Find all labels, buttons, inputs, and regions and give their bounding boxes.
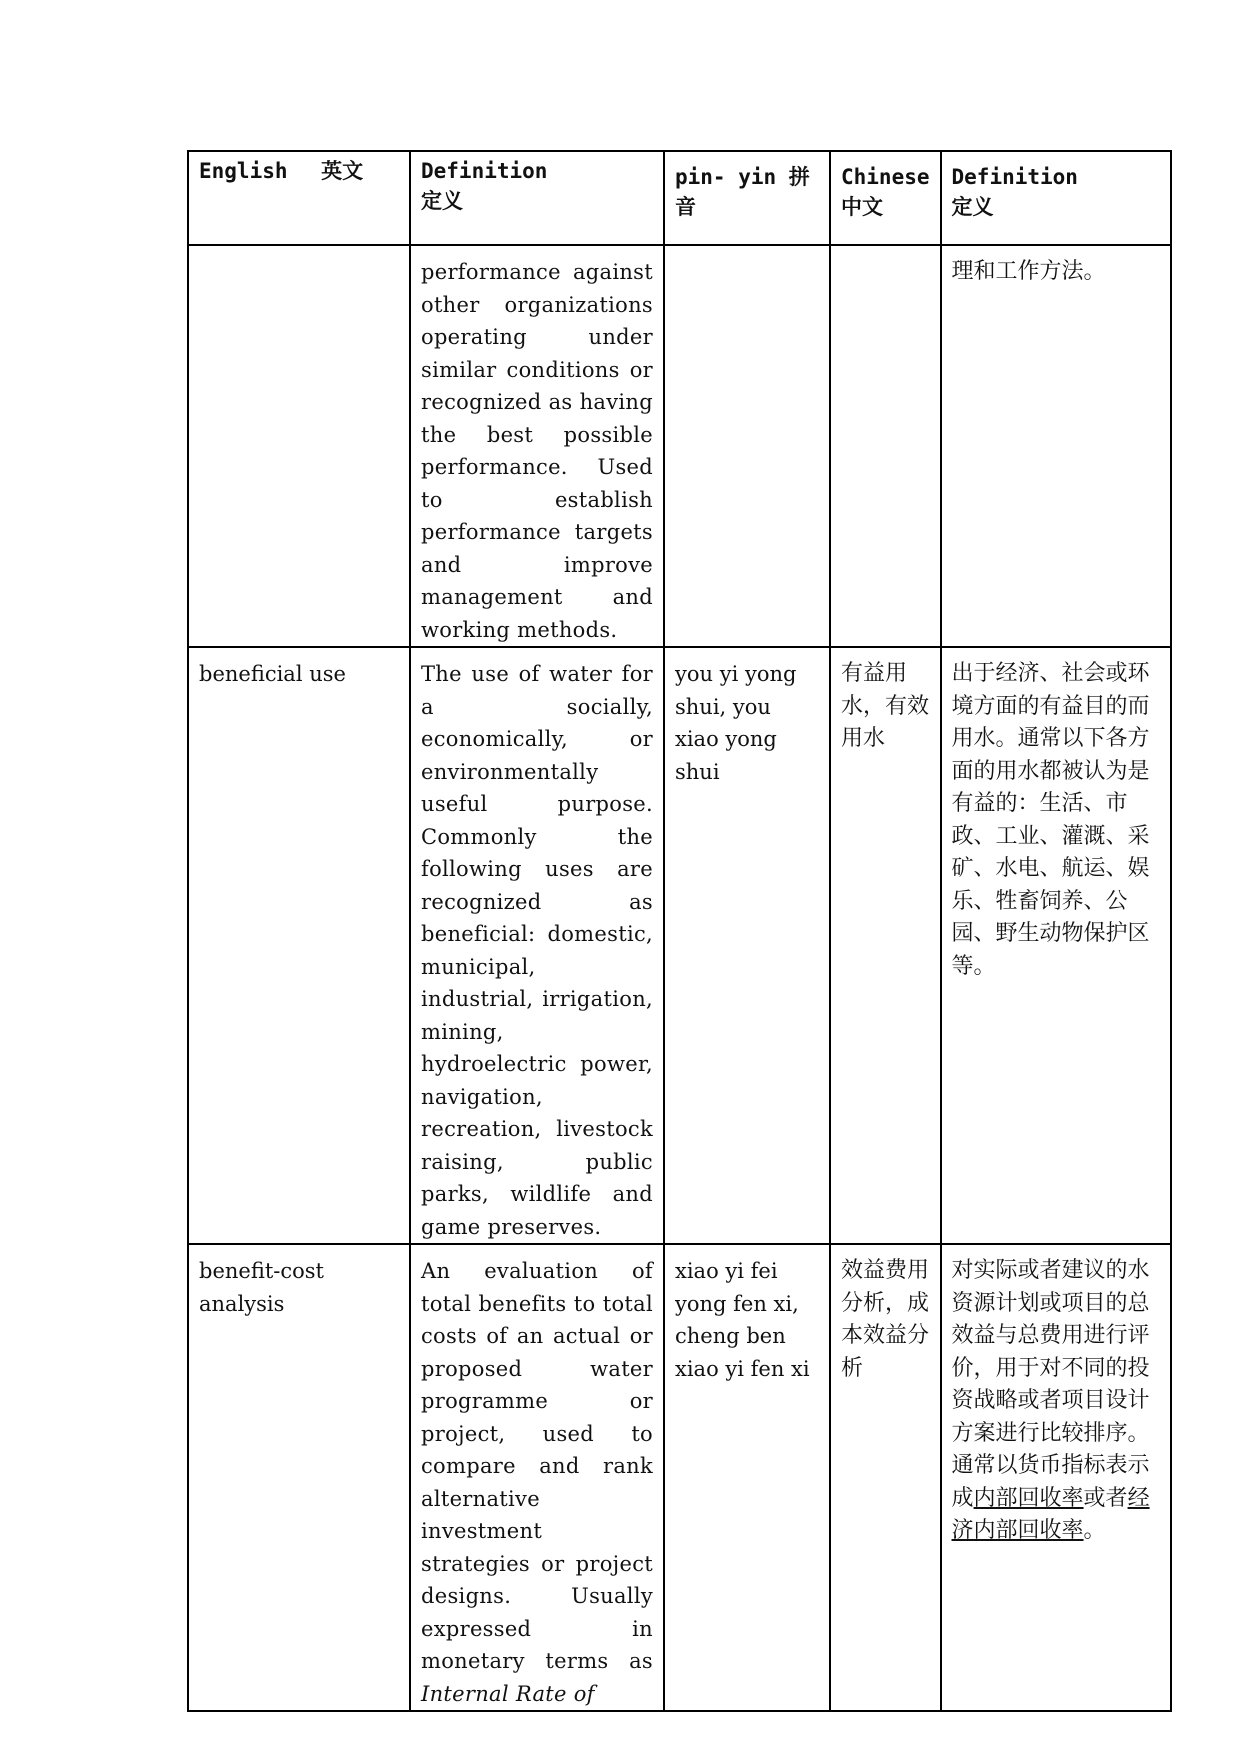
glossary-table bbox=[187, 150, 1172, 1712]
cell-definition-zh bbox=[941, 1244, 1171, 1711]
cell-definition: The use of water for a socially, economically, or environmentally useful purpose. Commonly the following uses are recognized as beneficial: domestic, municipal, industrial, irrigation, mining, hydroelectric power, navigation, recreation, livestock raising, public parks, wildlife and game preserves. bbox=[410, 647, 664, 1244]
header-english: English 英文 bbox=[188, 151, 410, 245]
header-chinese: Chinese 中文 bbox=[830, 151, 941, 245]
eirr-link[interactable]: 经济内部回收率 bbox=[951, 1485, 1150, 1543]
header-pinyin: pin- yin 拼音 bbox=[664, 151, 830, 245]
cell-definition-zh: 理和工作方法。 bbox=[941, 245, 1171, 647]
header-definition-zh: Definition 定义 bbox=[941, 151, 1171, 245]
definition-italic-term: Internal Rate of bbox=[421, 1681, 595, 1706]
cell-chinese: 效益费用分析，成本效益分析 bbox=[830, 1244, 941, 1711]
definition-text: An evaluation of total benefits to total costs of an actual or proposed water programme or project, used to compare and rank alternative investment strategies or project designs. Usually expressed in monetary terms as bbox=[421, 1259, 653, 1673]
cell-chinese: 有益用水，有效用水 bbox=[830, 647, 941, 1244]
table-header-row bbox=[188, 151, 1171, 245]
cell-english: beneficial use bbox=[188, 647, 410, 1244]
cell-definition bbox=[410, 1244, 664, 1711]
table-row bbox=[188, 245, 1171, 647]
cell-definition: performance against other organizations operating under similar conditions or recognized as having the best possible performance. Used to establish performance targets and improve management and working methods. bbox=[410, 245, 664, 647]
definition-zh-text: 对实际或者建议的水资源计划或项目的总效益与总费用进行评价，用于对不同的投资战略或者项目设计方案进行比较排序。通常以货币指标表示成 bbox=[951, 1258, 1150, 1511]
table-row bbox=[188, 647, 1171, 1244]
table-row bbox=[188, 1244, 1171, 1711]
irr-link[interactable]: 内部回收率 bbox=[973, 1485, 1084, 1511]
definition-zh-mid: 或者 bbox=[1083, 1485, 1128, 1511]
header-definition: Definition 定义 bbox=[410, 151, 664, 245]
cell-english: benefit-cost analysis bbox=[188, 1244, 410, 1711]
cell-chinese bbox=[830, 245, 941, 647]
definition-zh-end: 。 bbox=[1083, 1518, 1106, 1543]
cell-definition-zh: 出于经济、社会或环境方面的有益目的而用水。通常以下各方面的用水都被认为是有益的：生活、市政、工业、灌溉、采矿、水电、航运、娱乐、牲畜饲养、公园、野生动物保护区等。 bbox=[941, 647, 1171, 1244]
cell-pinyin: you yi yong shui, you xiao yong shui bbox=[664, 647, 830, 1244]
cell-pinyin bbox=[664, 245, 830, 647]
cell-english bbox=[188, 245, 410, 647]
cell-pinyin: xiao yi fei yong fen xi, cheng ben xiao yi fen xi bbox=[664, 1244, 830, 1711]
